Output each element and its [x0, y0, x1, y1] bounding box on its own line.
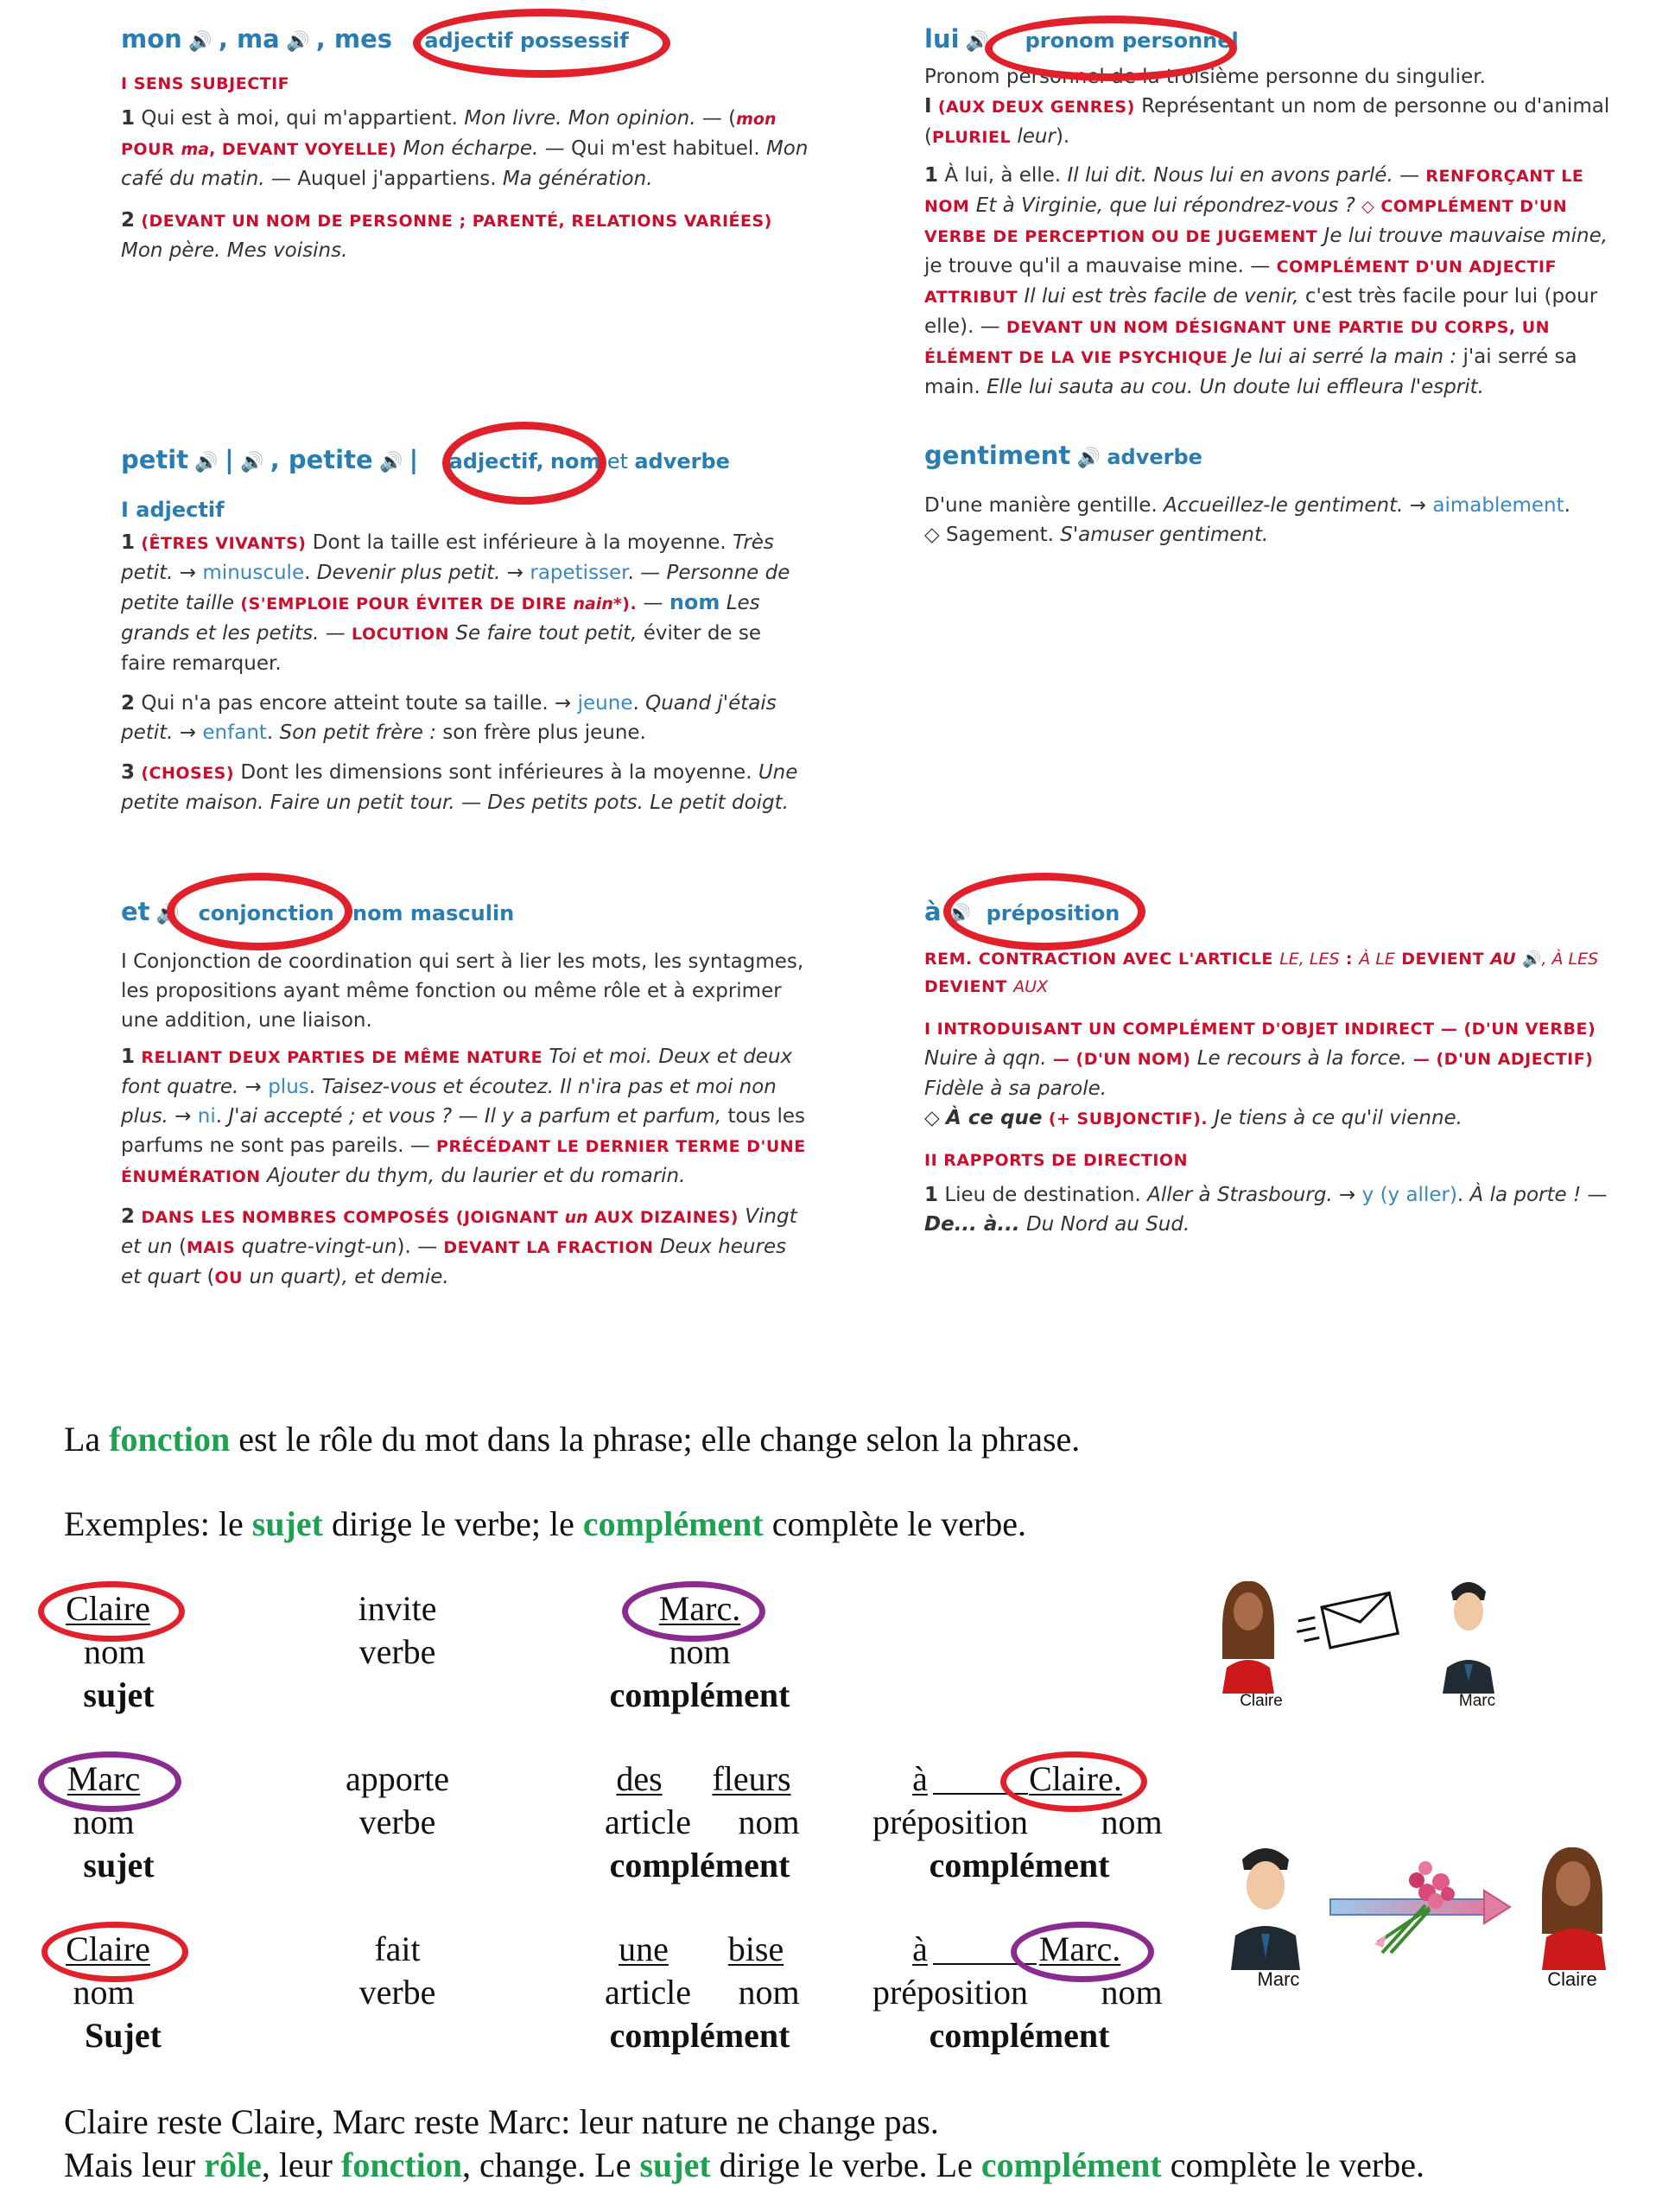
sense-2: 2 Qui n'a pas encore atteint toute sa taille. → jeune. Quand j'étais petit. → enfant. Son petit frère : son frère plus jeune. [121, 692, 777, 744]
function-label: sujet [83, 1675, 155, 1714]
illustration-flowers [1209, 1832, 1624, 2005]
definition: D'une manière gentille. Accueillez-le gentiment. → aimablement. ◇ Sagement. S'amuser gentiment. [924, 494, 1570, 546]
word-marc: Marc. [1038, 1929, 1121, 1968]
headword: , mes [315, 24, 393, 54]
grammatical-category: adverbe [1107, 445, 1202, 469]
entry-et [121, 897, 812, 1293]
definition: Pronom personnel de la troisième personne du singulier. [924, 66, 1486, 88]
nature-label: nom [738, 1973, 800, 2012]
nature-label: préposition [872, 1802, 1028, 1841]
function-label: complément [609, 1846, 790, 1885]
conclusion-line-1: Claire reste Claire, Marc reste Marc: leur nature ne change pas. [64, 2102, 939, 2141]
section-1: I INTRODUISANT UN COMPLÉMENT D'OBJET INDIRECT — (D'UN VERBE) Nuire à qqn. — (D'UN NOM) Le recours à la force. — (D'UN ADJECTIF) Fidèle à sa parole. ◇ À ce que (+ SUBJONCTIF). Je tiens à ce qu'il vienne. [924, 1020, 1596, 1129]
section-label: I adjectif [121, 498, 225, 522]
woman-avatar-icon [1542, 1847, 1606, 1970]
link-minuscule[interactable]: minuscule [202, 562, 305, 584]
nature-label: nom [73, 1973, 135, 2012]
circle-annotation [38, 1751, 181, 1812]
speaker-icon[interactable]: 🔊 [947, 904, 972, 925]
man-avatar-icon [1231, 1848, 1300, 1970]
sense-2: 2 (DEVANT UN NOM DE PERSONNE ; PARENTÉ, RELATIONS VARIÉES) Mon père. Mes voisins. [121, 209, 772, 262]
speaker-icon[interactable]: 🔊 [286, 31, 310, 53]
flowers-illustration [1209, 1832, 1624, 1970]
circle-annotation [413, 9, 670, 78]
lesson-line-1: La fonction est le rôle du mot dans la phrase; elle change selon la phrase. [64, 1420, 1081, 1459]
lesson-line-2: Exemples: le sujet dirige le verbe; le complément complète le verbe. [64, 1504, 1027, 1543]
speaker-icon[interactable]: 🔊 [155, 904, 181, 925]
headword: petit [121, 445, 189, 474]
nature-label: nom [83, 1632, 146, 1671]
nature-label: nom [738, 1802, 800, 1841]
function-label: Sujet [85, 2016, 162, 2055]
headword: , ma [218, 24, 280, 54]
definition: I Conjonction de coordination qui sert à lier les mots, les syntagmes, les propositions ayant même fonction ou même rôle et à exprimer une addition, une liaison. [121, 950, 804, 1032]
envelope-icon [1293, 1592, 1398, 1654]
function-label: sujet [83, 1846, 155, 1885]
caption-claire: Claire [1240, 1692, 1283, 1710]
link-plus[interactable]: plus [268, 1076, 309, 1098]
link-aimablement[interactable]: aimablement [1432, 494, 1564, 517]
entry-gentiment-headword [924, 441, 1633, 479]
word-a: à [912, 1759, 928, 1798]
nature-label: nom [669, 1632, 731, 1671]
word-bise: bise [727, 1929, 784, 1968]
word-marc: Marc [67, 1759, 141, 1798]
circle-annotation [985, 16, 1237, 81]
headword: gentiment [924, 441, 1071, 470]
nature-label: verbe [358, 1973, 436, 2012]
invitation-illustration [1209, 1573, 1555, 1694]
circle-annotation [622, 1581, 765, 1642]
circle-annotation [943, 873, 1145, 950]
grammatical-category: adjectif, [448, 449, 544, 474]
headword: mon [121, 24, 182, 54]
nature-label: article [605, 1973, 691, 2012]
speaker-icon[interactable]: 🔊 [188, 31, 213, 53]
illustration-invite [1209, 1573, 1555, 1728]
caption-marc: Marc [1257, 1968, 1300, 1990]
grammatical-category: pronom personnel [1025, 29, 1239, 53]
headword: et [121, 897, 150, 926]
link-y[interactable]: y (y aller) [1361, 1184, 1457, 1206]
nature-label: article [605, 1802, 691, 1841]
grammatical-category: adjectif possessif [424, 29, 629, 53]
nature-label: nom [73, 1802, 135, 1841]
sense-1: 1 Lieu de destination. Aller à Strasbourg. → y (y aller). À la porte ! — De... à... Du Nord au Sud. [924, 1184, 1608, 1236]
link-enfant[interactable]: enfant [202, 721, 267, 744]
word-apporte: apporte [346, 1759, 449, 1798]
circle-annotation [38, 1581, 185, 1642]
entry-petit-headword: petit 🔊 | 🔊 , petite 🔊 | adjectif, nom et adverbe [121, 445, 812, 483]
word-fait: fait [374, 1929, 421, 1968]
entry-et-headword: et 🔊 conjonction nom masculin [121, 897, 812, 935]
sense-3: 3 (CHOSES) Dont les dimensions sont inférieures à la moyenne. Une petite maison. Faire un petit tour. — Des petits pots. Le petit doigt. [121, 761, 798, 814]
word-des: des [616, 1759, 663, 1798]
link-jeune[interactable]: jeune [577, 692, 633, 715]
function-label: complément [609, 2016, 790, 2055]
speaker-icon[interactable]: 🔊 [194, 452, 219, 474]
word-une: une [619, 1929, 669, 1968]
circle-annotation [41, 1922, 188, 1982]
nature-label: préposition [872, 1973, 1028, 2012]
man-avatar-icon [1443, 1582, 1494, 1694]
circle-annotation [1000, 1751, 1147, 1812]
entry-petit [121, 445, 812, 817]
word-claire: Claire [66, 1929, 150, 1968]
section-label: II RAPPORTS DE DIRECTION [924, 1151, 1188, 1170]
function-label: complément [929, 1846, 1110, 1885]
function-label: complément [929, 2016, 1110, 2055]
word-a: à [912, 1929, 928, 1968]
conclusion-line-2: Mais leur rôle, leur fonction, change. Le sujet dirige le verbe. Le complément complète le verbe. [64, 2145, 1424, 2184]
nature-label: verbe [358, 1632, 436, 1671]
speaker-icon[interactable]: 🔊 [1522, 950, 1542, 969]
word-marc: Marc. [658, 1589, 741, 1628]
sense-1: 1 À lui, à elle. Il lui dit. Nous lui en avons parlé. — RENFORÇANT LE NOM Et à Virginie, que lui répondrez-vous ? ◇ COMPLÉMENT D'UN VERBE DE PERCEPTION OU DE JUGEMENT Je lui trouve mauvaise mine, je trouve qu'il a mauvaise mine. — COMPLÉMENT D'UN ADJECTIF ATTRIBUT Il lui est très facile de venir, c'est très facile pour lui (pour elle). — DEVANT UN NOM DÉSIGNANT UNE PARTIE DU CORPS, UN ÉLÉMENT DE LA VIE PSYCHIQUE Je lui ai serré la main : j'ai serré sa main. Elle lui sauta au cou. Un doute lui effleura l'esprit. [924, 164, 1608, 398]
circle-annotation [442, 422, 606, 505]
word-invite: invite [358, 1589, 437, 1628]
circle-annotation [1011, 1922, 1154, 1982]
speaker-icon[interactable]: 🔊 [378, 452, 403, 474]
woman-avatar-icon [1222, 1581, 1274, 1694]
caption-marc: Marc [1458, 1692, 1496, 1710]
speaker-icon[interactable]: 🔊 [965, 31, 990, 53]
grammatical-category: conjonction [198, 901, 334, 925]
nature-label: verbe [358, 1802, 436, 1841]
sense-2: 2 DANS LES NOMBRES COMPOSÉS (JOIGNANT un AUX DIZAINES) Vingt et un (MAIS quatre-vingt-un). — DEVANT LA FRACTION Deux heures et quart (OU un quart), et demie. [121, 1205, 797, 1288]
word-claire: Claire. [1029, 1759, 1122, 1798]
caption-claire: Claire [1547, 1968, 1597, 1990]
headword: à [924, 897, 942, 926]
speaker-icon[interactable]: 🔊 [1076, 448, 1101, 469]
link-rapetisser[interactable]: rapetisser [530, 562, 628, 584]
grammatical-category: préposition [986, 901, 1120, 925]
link-ni[interactable]: ni [197, 1105, 216, 1128]
sense-1: 1 Qui est à moi, qui m'appartient. Mon livre. Mon opinion. — (mon POUR ma, DEVANT VOYELLE) Mon écharpe. — Qui m'est habituel. Mon café du matin. — Auquel j'appartiens. Ma génération. [121, 107, 809, 190]
function-label: complément [609, 1675, 790, 1714]
circle-annotation [167, 873, 352, 950]
word-fleurs: fleurs [712, 1759, 791, 1798]
section-label: I SENS SUBJECTIF [121, 74, 290, 93]
entry-gentiment [924, 441, 1633, 550]
speaker-icon[interactable]: 🔊 [240, 452, 264, 474]
sense-1: 1 (ÊTRES VIVANTS) Dont la taille est inférieure à la moyenne. Très petit. → minuscule. Devenir plus petit. → rapetisser. — Personne de petite taille (S'EMPLOIE POUR ÉVITER DE DIRE nain*). — nom Les grands et les petits. — LOCUTION Se faire tout petit, éviter de se faire remarquer. [121, 531, 790, 675]
remark: REM. CONTRACTION AVEC L'ARTICLE LE, LES : À LE DEVIENT AU 🔊, À LES DEVIENT AUX [924, 945, 1633, 1000]
sense-1: 1 RELIANT DEUX PARTIES DE MÊME NATURE Toi et moi. Deux et deux font quatre. → plus. Taisez-vous et écoutez. Il n'ira pas et moi non plus. → ni. J'ai accepté ; et vous ? — Il y a parfum et parfum, tous les parfums ne sont pas pareils. — PRÉCÉDANT LE DERNIER TERME D'UNE ÉNUMÉRATION Ajouter du thym, du laurier et du romarin. [121, 1046, 806, 1187]
nature-label: nom [1101, 1802, 1163, 1841]
section-1: I (AUX DEUX GENRES) Représentant un nom de personne ou d'animal (PLURIEL leur). [924, 95, 1610, 148]
headword: , petite [270, 445, 373, 474]
headword: lui [924, 24, 960, 54]
entry-lui [924, 24, 1624, 402]
nature-label: nom [1101, 1973, 1163, 2012]
word-claire: Claire [66, 1589, 150, 1628]
